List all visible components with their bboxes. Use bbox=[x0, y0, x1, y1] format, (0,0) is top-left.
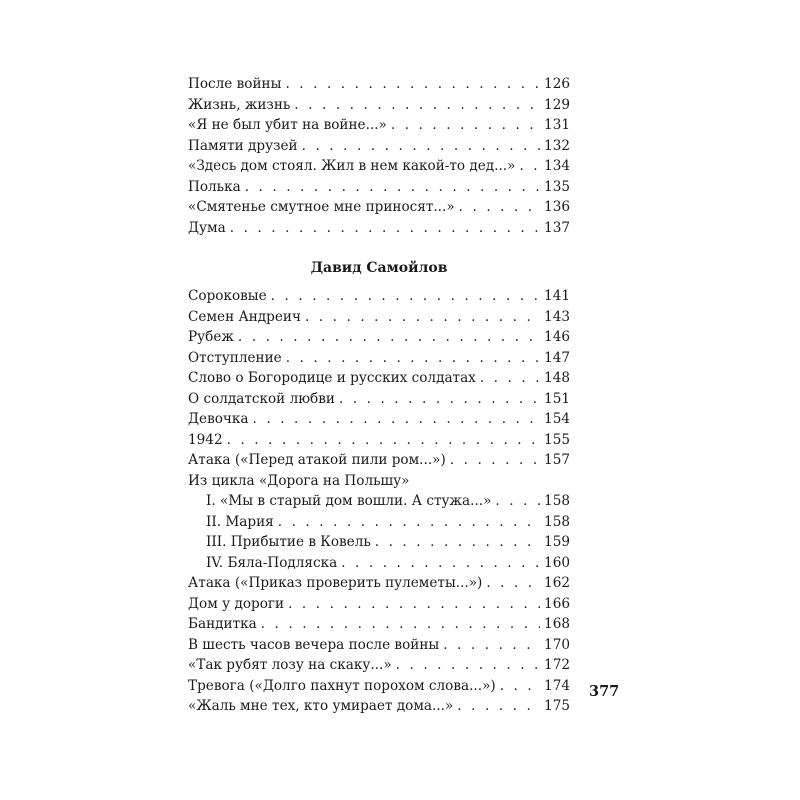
toc-entry bbox=[188, 635, 570, 656]
toc-entry-page: 158 bbox=[544, 493, 570, 509]
toc-entry-page: 168 bbox=[544, 616, 570, 632]
toc-entry-title: Слово о Богородице и русских солдатах bbox=[188, 370, 476, 386]
toc-entry bbox=[188, 368, 570, 389]
toc-entry-title: Тревога («Долго пахнут порохом слова...») bbox=[188, 677, 496, 694]
toc-entry bbox=[188, 614, 570, 635]
toc-entry bbox=[188, 95, 570, 116]
toc-entry-page: 154 bbox=[544, 411, 570, 427]
toc-entry bbox=[188, 450, 570, 471]
toc-entry-page: 175 bbox=[544, 698, 570, 714]
toc-entry-title: Памяти друзей bbox=[188, 137, 298, 154]
toc-entry-title: О солдатской любви bbox=[188, 390, 335, 407]
toc-entry-title: «Жаль мне тех, кто умирает дома...» bbox=[188, 698, 454, 714]
toc-entry bbox=[188, 409, 570, 430]
toc-entry-title: III. Прибытие в Ковель bbox=[206, 534, 371, 550]
toc-entry-page: 147 bbox=[544, 349, 570, 366]
dot-leader bbox=[339, 389, 540, 410]
toc-sub-entry bbox=[188, 491, 570, 512]
dot-leader bbox=[391, 115, 540, 136]
toc-entry-page: 158 bbox=[544, 513, 570, 530]
dot-leader bbox=[253, 409, 541, 430]
toc-entry-title: «Здесь дом стоял. Жил в нем какой-то дед...» bbox=[188, 158, 516, 174]
toc-entry-page: 146 bbox=[544, 329, 570, 345]
toc-entry-page: 155 bbox=[544, 431, 570, 448]
toc-entry-page: 126 bbox=[544, 76, 570, 92]
section-heading: Давид Самойлов bbox=[310, 260, 448, 276]
dot-leader bbox=[278, 512, 540, 533]
toc-entry bbox=[188, 389, 570, 410]
toc-entry bbox=[188, 327, 570, 348]
toc-entry-page: 134 bbox=[544, 158, 570, 174]
toc-entry-title: Атака («Приказ проверить пулеметы...») bbox=[188, 575, 483, 591]
toc-entry-page: 151 bbox=[544, 390, 570, 407]
dot-leader bbox=[495, 491, 540, 512]
toc-cycle-heading bbox=[188, 471, 570, 492]
toc-entry-page: 135 bbox=[544, 178, 570, 195]
dot-leader bbox=[375, 532, 540, 553]
dot-leader bbox=[457, 696, 540, 717]
toc-entry-page: 166 bbox=[544, 595, 570, 612]
dot-leader bbox=[261, 614, 540, 635]
toc-entry-title: I. «Мы в старый дом вошли. А стужа...» bbox=[206, 493, 492, 509]
toc-entry-title: 1942 bbox=[188, 431, 223, 448]
toc-entry-title: Семен Андреич bbox=[188, 308, 301, 325]
dot-leader bbox=[341, 553, 540, 574]
toc-entry bbox=[188, 136, 570, 157]
toc-entry-page: 174 bbox=[544, 677, 570, 694]
toc-entry-title: Дом у дороги bbox=[188, 595, 285, 612]
toc-entry bbox=[188, 74, 570, 95]
toc-entry-title: II. Мария bbox=[206, 513, 274, 530]
dot-leader bbox=[396, 655, 540, 676]
toc-entry bbox=[188, 676, 570, 697]
dot-leader bbox=[294, 95, 540, 116]
toc-entry-page: 141 bbox=[544, 288, 570, 304]
toc-sub-entry bbox=[188, 512, 570, 533]
toc-list-top bbox=[188, 74, 570, 238]
toc-entry-title: Отступление bbox=[188, 349, 282, 366]
toc-entry bbox=[188, 286, 570, 307]
toc-sub-entry bbox=[188, 532, 570, 553]
toc-list-bottom bbox=[188, 286, 570, 717]
toc-entry-page: 132 bbox=[544, 137, 570, 154]
toc-entry-title: Сороковые bbox=[188, 288, 267, 304]
dot-leader bbox=[230, 218, 540, 239]
toc-entry bbox=[188, 197, 570, 218]
toc-entry bbox=[188, 307, 570, 328]
toc-entry-title: Из цикла «Дорога на Польшу» bbox=[188, 472, 410, 489]
toc-entry-page: 148 bbox=[544, 370, 570, 386]
dot-leader bbox=[285, 74, 540, 95]
toc-entry bbox=[188, 430, 570, 451]
toc-entry bbox=[188, 218, 570, 239]
dot-leader bbox=[500, 676, 540, 697]
toc-entry-page: 162 bbox=[544, 575, 570, 591]
dot-leader bbox=[486, 573, 540, 594]
toc-entry-page: 170 bbox=[544, 636, 570, 653]
toc-entry-page: 131 bbox=[544, 117, 570, 133]
toc-entry-page: 129 bbox=[544, 96, 570, 113]
dot-leader bbox=[286, 348, 540, 369]
toc-entry-page: 160 bbox=[544, 554, 570, 571]
toc-entry-page: 136 bbox=[544, 199, 570, 215]
toc-entry-title: Девочка bbox=[188, 411, 249, 427]
toc-entry-title: IV. Бяла-Подляска bbox=[206, 554, 338, 571]
toc-entry bbox=[188, 573, 570, 594]
toc-entry bbox=[188, 655, 570, 676]
dot-leader bbox=[288, 594, 540, 615]
toc-entry-page: 143 bbox=[544, 308, 570, 325]
dot-leader bbox=[450, 450, 540, 471]
toc-entry-page: 137 bbox=[544, 219, 570, 236]
dot-leader bbox=[305, 307, 540, 328]
dot-leader bbox=[271, 286, 540, 307]
toc-entry-title: Бандитка bbox=[188, 616, 257, 632]
toc-entry bbox=[188, 696, 570, 717]
dot-leader bbox=[227, 430, 540, 451]
toc-sub-entry bbox=[188, 553, 570, 574]
dot-leader bbox=[245, 177, 540, 198]
dot-leader bbox=[302, 136, 540, 157]
toc-entry-title: После войны bbox=[188, 76, 282, 92]
toc-entry-title: Рубеж bbox=[188, 329, 234, 345]
toc-entry-title: В шесть часов вечера после войны bbox=[188, 636, 440, 653]
toc-entry bbox=[188, 156, 570, 177]
dot-leader bbox=[459, 197, 540, 218]
toc-entry-title: «Смятенье смутное мне приносят...» bbox=[188, 199, 455, 215]
toc-entry-page: 172 bbox=[544, 657, 570, 673]
dot-leader bbox=[480, 368, 540, 389]
toc-entry-title: Атака («Перед атакой пили ром...») bbox=[188, 452, 446, 468]
toc-entry bbox=[188, 348, 570, 369]
toc-entry-title: Полька bbox=[188, 178, 241, 195]
dot-leader bbox=[238, 327, 540, 348]
page-number: 377 bbox=[589, 683, 620, 700]
toc-entry bbox=[188, 177, 570, 198]
toc-entry-title: «Так рубят лозу на скаку...» bbox=[188, 657, 392, 673]
toc-entry-page: 157 bbox=[544, 452, 570, 468]
toc-entry-title: Жизнь, жизнь bbox=[188, 96, 291, 113]
toc-entry bbox=[188, 594, 570, 615]
dot-leader bbox=[443, 635, 540, 656]
toc-entry bbox=[188, 115, 570, 136]
toc-entry-title: Дума bbox=[188, 219, 226, 236]
toc-entry-title: «Я не был убит на войне...» bbox=[188, 117, 387, 133]
dot-leader bbox=[519, 156, 540, 177]
toc-entry-page: 159 bbox=[544, 534, 570, 550]
